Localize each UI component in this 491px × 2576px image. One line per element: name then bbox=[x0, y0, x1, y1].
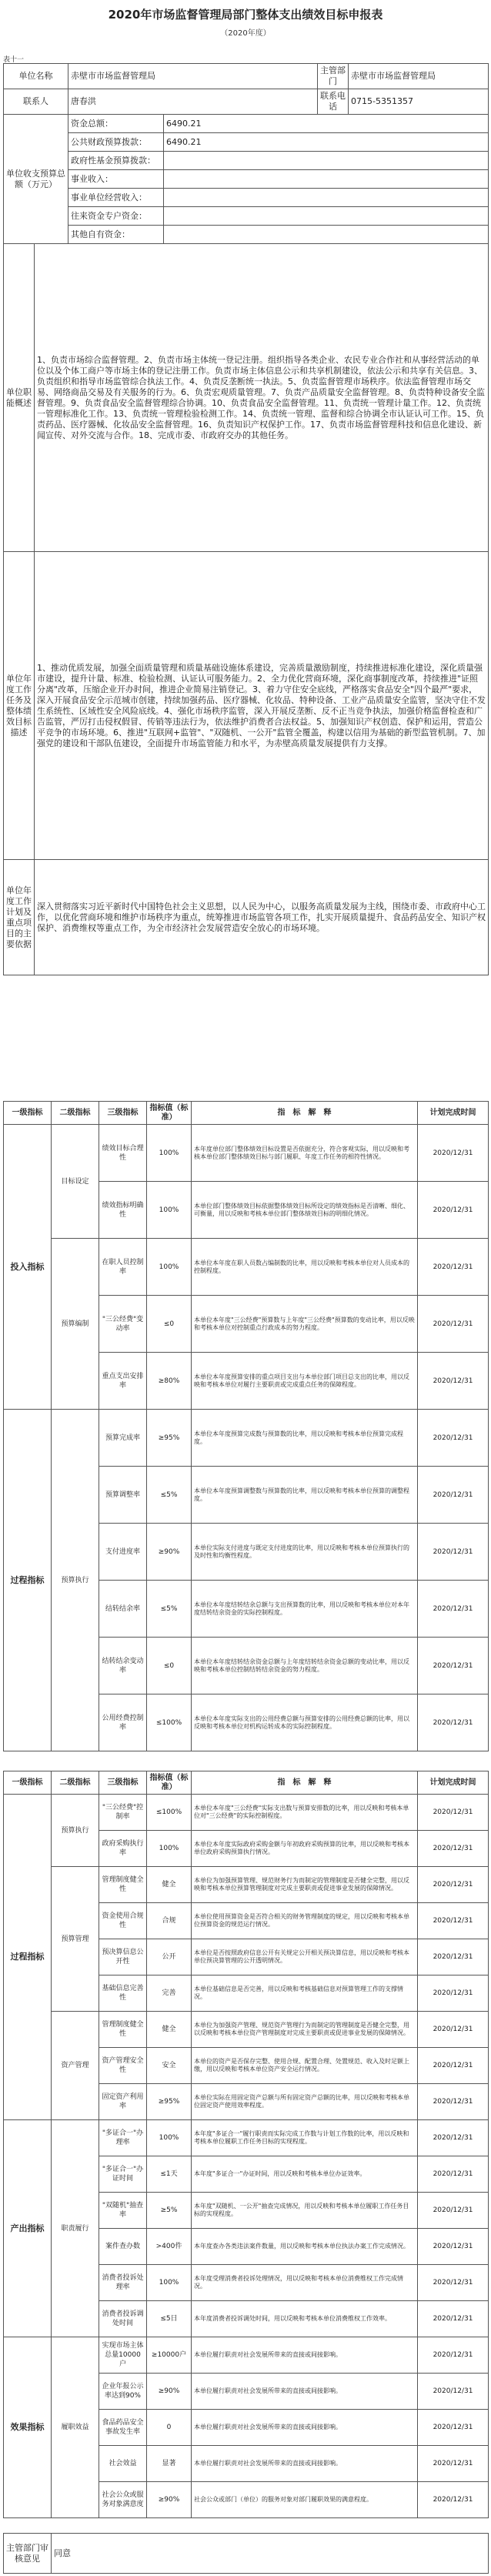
indicator-row bbox=[4, 1239, 489, 1296]
indicator-explanation: 本单位本年度结转结余资金总额与上年度结转结余资金总额的变动比率，用以反映和考核本单位控制结转结余资金的努力程度。 bbox=[192, 1638, 418, 1694]
level2-indicator: 职责履行 bbox=[52, 2120, 99, 2337]
budget-row-label: 其他自有资金： bbox=[68, 226, 164, 244]
goal-text: 1、推动优质发展，加强全面质量管理和质量基础设施体系建设，完善质量激励制度，持续推进标准化建设，深化质量强市建设，提升计量、标准、检验检测、认证认可服务能力。2、全力优化营商环境，深化商事制度改革，持续推进"证照分离"改革，压缩企业开办时间，推进企业简易注销登记。3、着力守住安全底线，严格落实食品安全"四个最严"要求，深入开展食品安全示范城市创建，持续加强药品、医疗器械、化妆品、特种设备、工业产品质量安全监管，坚决守住不发生系统性、区域性安全风险底线。4、强化市场秩序监管，深入开展反垄断、反不正当竞争执法，加强价格监督检查和广告监管，严厉打击侵权假冒、传销等违法行为，依法维护消费者合法权益。5、加强知识产权创造、保护和运用，营造公平竞争的市场环境。6、推进"互联网+监管"、"双随机、一公开"监管全覆盖，构建以信用为基础的新型监管机制。7、加强党的建设和干部队伍建设，全面提升市场监管能力和水平，为赤壁高质量发展提供有力支撑。 bbox=[35, 552, 489, 860]
indicator-row bbox=[4, 1410, 489, 1467]
duty-text: 1、负责市场综合监督管理。2、负责市场主体统一登记注册。组织指导各类企业、农民专业合作社和从事经营活动的单位以及个体工商户等市场主体的登记注册工作。负责市场主体信息公示和共享机制建设，依法公示和共享有关信息。3、负责组织和指导市场监管综合执法工作。4、负责反垄断统一执法。5、负责监督管理市场秩序。依法监督管理市场交易、网络商品交易及有关服务的行为。6、负责宏观质量管理。7、负责产品质量安全监督管理。8、负责特种设备安全监督管理。9、负责食品安全监督管理综合协调。10、负责食品安全监督管理。11、负责统一管理计量工作。12、负责统一管理标准化工作。13、负责统一管理检验检测工作。14、负责统一管理、监督和综合协调全市认证认可工作。15、负责药品、医疗器械、化妆品安全监督管理。16、负责知识产权保护工作。17、负责市场监督管理科技和信息化建设、新闻宣传、对外交流与合作。18、完成市委、市政府交办的其他任务。 bbox=[35, 244, 489, 552]
target-value: ≥80% bbox=[147, 1353, 192, 1410]
level3-indicator: 资金使用合规性 bbox=[99, 1903, 147, 1939]
header-lvl3: 三级指标 bbox=[99, 1771, 147, 1795]
header-deadline: 计划完成时间 bbox=[418, 1102, 489, 1125]
indicator-explanation: 本单位本年度实际政府采购金额与年初政府采购预算的比率，用以反映和考核本单位政府采购预算执行情况。 bbox=[192, 1831, 418, 1867]
target-value: 100% bbox=[147, 1125, 192, 1182]
indicator-table-2 bbox=[3, 1771, 489, 2518]
indicator-explanation: 本年度"多证合一"办证时间，用以反映和考核本单位办证效率。 bbox=[192, 2156, 418, 2193]
level2-indicator: 履职效益 bbox=[52, 2337, 99, 2518]
header-lvl2: 二级指标 bbox=[52, 1102, 99, 1125]
budget-label: 单位收支预算总额（万元） bbox=[4, 115, 68, 244]
level3-indicator: "多证合一"办证时间 bbox=[99, 2156, 147, 2193]
level3-indicator: 预算完成率 bbox=[99, 1410, 147, 1467]
planned-completion-date: 2020/12/31 bbox=[418, 1795, 489, 1831]
target-value: ≥95% bbox=[147, 2084, 192, 2120]
level3-indicator: 重点支出安排率 bbox=[99, 1353, 147, 1410]
planned-completion-date: 2020/12/31 bbox=[418, 2156, 489, 2193]
target-value: 安全 bbox=[147, 2048, 192, 2084]
indicator-explanation: 本单位本年度在职人员数占编制数的比率，用以反映和考核本单位对人员成本的控制程度。 bbox=[192, 1239, 418, 1296]
indicator-explanation: 本单位履行职责对社会发展所带来的直接或间接影响。 bbox=[192, 2410, 418, 2446]
planned-completion-date: 2020/12/31 bbox=[418, 1831, 489, 1867]
indicator-explanation: 本年度受理消费者投诉处理情况，用以反映和考核本单位消费维权工作完成情况。 bbox=[192, 2265, 418, 2301]
level2-indicator: 预算编制 bbox=[52, 1239, 99, 1410]
level1-indicator: 产出指标 bbox=[4, 2120, 52, 2337]
level3-indicator: 在职人员控制率 bbox=[99, 1239, 147, 1296]
level3-indicator: 资产管理安全性 bbox=[99, 2048, 147, 2084]
header-target: 指标值（标准） bbox=[147, 1771, 192, 1795]
indicator-explanation: 本单位实际在用固定资产总额与所有固定资产总额的比率，用以反映和考核本单位固定资产使用效率程度。 bbox=[192, 2084, 418, 2120]
contact-label: 联系人 bbox=[4, 89, 68, 115]
budget-row-value: 6490.21 bbox=[164, 115, 489, 133]
planned-completion-date: 2020/12/31 bbox=[418, 1467, 489, 1524]
planned-completion-date: 2020/12/31 bbox=[418, 2374, 489, 2410]
level3-indicator: 基础信息完善性 bbox=[99, 1975, 147, 2012]
level3-indicator: 食品药品安全事故发生率 bbox=[99, 2410, 147, 2446]
target-value: ≤100% bbox=[147, 1694, 192, 1751]
planned-completion-date: 2020/12/31 bbox=[418, 1903, 489, 1939]
level3-indicator: 企业年报公示率达到90% bbox=[99, 2374, 147, 2410]
indicator-explanation: 本单位是否按照政府信息公开有关规定公开相关预决算信息，用以反映和考核本单位预决算管理的公开透明情况。 bbox=[192, 1939, 418, 1975]
indicator-explanation: 本年度消费者投诉调处时间，用以反映和考核本单位消费维权工作效率。 bbox=[192, 2301, 418, 2337]
planned-completion-date: 2020/12/31 bbox=[418, 2265, 489, 2301]
dept-value: 赤壁市市场监督管理局 bbox=[349, 64, 489, 89]
indicator-row bbox=[4, 1867, 489, 1903]
planned-completion-date: 2020/12/31 bbox=[418, 2446, 489, 2482]
planned-completion-date: 2020/12/31 bbox=[418, 1694, 489, 1751]
level3-indicator: 绩效指标明确性 bbox=[99, 1182, 147, 1239]
indicator-row bbox=[4, 2120, 489, 2156]
level1-indicator: 效果指标 bbox=[4, 2337, 52, 2518]
indicator-explanation: 本单位本年度预算完成数与预算数的比率，用以反映和考核本单位预算完成程度。 bbox=[192, 1410, 418, 1467]
indicator-explanation: 本单位为加强预算管理、规范财务行为而制定的管理制度是否健全完整，用以反映和考核本单位预算管理制度对完成主要职责或促进事业发展的保障情况。 bbox=[192, 1867, 418, 1903]
level3-indicator: "三公经费"变动率 bbox=[99, 1296, 147, 1353]
target-value: 100% bbox=[147, 1239, 192, 1296]
table-number: 表十一 bbox=[3, 56, 25, 64]
target-value: ≤5% bbox=[147, 1467, 192, 1524]
planned-completion-date: 2020/12/31 bbox=[418, 2301, 489, 2337]
level3-indicator: 管理制度健全性 bbox=[99, 2012, 147, 2048]
indicator-explanation: 本单位实际支付进度与既定支付进度的比率，用以反映和考核本单位预算执行的及时性和均衡性程度。 bbox=[192, 1524, 418, 1581]
indicator-explanation: 本单位本年度实际支出的公用经费总额与预算安排的公用经费总额的比率，用以反映和考核本单位对机构运转成本的实际控制程度。 bbox=[192, 1694, 418, 1751]
planned-completion-date: 2020/12/31 bbox=[418, 1867, 489, 1903]
indicator-row bbox=[4, 2012, 489, 2048]
planned-completion-date: 2020/12/31 bbox=[418, 1638, 489, 1694]
indicator-header-row bbox=[4, 1102, 489, 1125]
header-lvl3: 三级指标 bbox=[99, 1102, 147, 1125]
target-value: ≥90% bbox=[147, 1524, 192, 1581]
planned-completion-date: 2020/12/31 bbox=[418, 2193, 489, 2229]
indicator-explanation: 本单位履行职责对社会发展所带来的直接或间接影响。 bbox=[192, 2446, 418, 2482]
target-value: 100% bbox=[147, 2265, 192, 2301]
target-value: ≥10000户 bbox=[147, 2337, 192, 2374]
level3-indicator: 支付进度率 bbox=[99, 1524, 147, 1581]
planned-completion-date: 2020/12/31 bbox=[418, 1296, 489, 1353]
level2-indicator: 预算执行 bbox=[52, 1410, 99, 1751]
planned-completion-date: 2020/12/31 bbox=[418, 1182, 489, 1239]
indicator-explanation: 本年度"多证合一"履行职责而实际完成工作数与计划工作数的比率，用以反映和考核本单位履职工作任务目标的实现程度。 bbox=[192, 2120, 418, 2156]
planned-completion-date: 2020/12/31 bbox=[418, 1239, 489, 1296]
target-value: 100% bbox=[147, 2120, 192, 2156]
indicator-explanation: 本单位部门整体绩效目标依据整体绩效目标所设定的绩效指标是否清晰、细化、可衡量，用以反映和考核本单位部门整体绩效目标的明细化情况。 bbox=[192, 1182, 418, 1239]
level3-indicator: 结转结余率 bbox=[99, 1581, 147, 1638]
page-title: 2020年市场监督管理局部门整体支出绩效目标申报表 bbox=[108, 8, 383, 22]
indicator-explanation: 本年度"双随机、一公开"抽查完成情况，用以反映和考核本单位履职工作任务目标的实现程度。 bbox=[192, 2193, 418, 2229]
planned-completion-date: 2020/12/31 bbox=[418, 2410, 489, 2446]
level1-indicator: 过程指标 bbox=[4, 1410, 52, 1751]
level3-indicator: 公用经费控制率 bbox=[99, 1694, 147, 1751]
planned-completion-date: 2020/12/31 bbox=[418, 2120, 489, 2156]
planned-completion-date: 2020/12/31 bbox=[418, 2229, 489, 2265]
target-value: 合规 bbox=[147, 1903, 192, 1939]
indicator-explanation: 本单位为加强资产管理、规范资产管理行为而制定的管理制度是否健全完整，用以反映和考核本单位资产管理制度对完成主要职责或促进事业发展的保障情况。 bbox=[192, 2012, 418, 2048]
plan-label: 单位年度工作计划及重点项目的主要依据 bbox=[4, 860, 35, 975]
header-lvl2: 二级指标 bbox=[52, 1771, 99, 1795]
header-lvl1: 一级指标 bbox=[4, 1771, 52, 1795]
level3-indicator: 案件查办数 bbox=[99, 2229, 147, 2265]
planned-completion-date: 2020/12/31 bbox=[418, 2048, 489, 2084]
target-value: ≥5% bbox=[147, 2193, 192, 2229]
budget-row-value bbox=[164, 226, 489, 244]
level3-indicator: 预算调整率 bbox=[99, 1467, 147, 1524]
duty-label: 单位职能概述 bbox=[4, 244, 35, 552]
target-value: ≥90% bbox=[147, 2482, 192, 2518]
planned-completion-date: 2020/12/31 bbox=[418, 2482, 489, 2518]
target-value: ≤0 bbox=[147, 1638, 192, 1694]
target-value: >400件 bbox=[147, 2229, 192, 2265]
indicator-row bbox=[4, 1125, 489, 1182]
indicator-table-1 bbox=[3, 1101, 489, 1751]
budget-row-label: 往来资金专户资金： bbox=[68, 207, 164, 226]
budget-row-label: 事业单位经营收入： bbox=[68, 189, 164, 207]
header-target: 指标值（标准） bbox=[147, 1102, 192, 1125]
budget-row-value bbox=[164, 189, 489, 207]
dept-label: 主管部门 bbox=[318, 64, 349, 89]
planned-completion-date: 2020/12/31 bbox=[418, 2337, 489, 2374]
budget-row-value bbox=[164, 170, 489, 189]
indicator-header-row bbox=[4, 1771, 489, 1795]
indicator-explanation: 本单位本年度"三公经费"预算数与上年度"三公经费"预算数的变动比率，用以反映和考核本单位对控制重点行政成本的努力程度。 bbox=[192, 1296, 418, 1353]
phone-label: 联系电话 bbox=[318, 89, 349, 115]
budget-row-value bbox=[164, 152, 489, 170]
level3-indicator: "三公经费"控制率 bbox=[99, 1795, 147, 1831]
review-label: 主管部门审核意见 bbox=[4, 2534, 52, 2574]
budget-row-label: 公共财政预算拨款： bbox=[68, 133, 164, 152]
level3-indicator: 消费者投诉调处时间 bbox=[99, 2301, 147, 2337]
indicator-explanation: 本单位履行职责对社会发展所带来的直接或间接影响。 bbox=[192, 2337, 418, 2374]
target-value: 完善 bbox=[147, 1975, 192, 2012]
level3-indicator: 消费者投诉处理率 bbox=[99, 2265, 147, 2301]
target-value: ≤100% bbox=[147, 1795, 192, 1831]
level3-indicator: 预决算信息公开性 bbox=[99, 1939, 147, 1975]
level3-indicator: "多证合一"办理率 bbox=[99, 2120, 147, 2156]
planned-completion-date: 2020/12/31 bbox=[418, 1581, 489, 1638]
planned-completion-date: 2020/12/31 bbox=[418, 1939, 489, 1975]
header-explain: 指 标 解 释 bbox=[192, 1102, 418, 1125]
indicator-explanation: 本单位使用预算资金是否符合相关的财务管理制度的规定，用以反映和考核本单位预算资金的规范运行情况。 bbox=[192, 1903, 418, 1939]
indicator-explanation: 本单位本年度结转结余总额与支出预算数的比率，用以反映和考核本单位对本年度结转结余资金的实际控制程度。 bbox=[192, 1581, 418, 1638]
phone-value: 0715-5351357 bbox=[349, 89, 489, 115]
header-lvl1: 一级指标 bbox=[4, 1102, 52, 1125]
target-value: 100% bbox=[147, 1831, 192, 1867]
level3-indicator: 绩效目标合理性 bbox=[99, 1125, 147, 1182]
footer-table bbox=[3, 2533, 489, 2574]
planned-completion-date: 2020/12/31 bbox=[418, 1125, 489, 1182]
indicator-explanation: 本单位履行职责对社会发展所带来的直接或间接影响。 bbox=[192, 2374, 418, 2410]
review-value: 同意 bbox=[52, 2534, 489, 2574]
level3-indicator: 社会效益 bbox=[99, 2446, 147, 2482]
target-value: 健全 bbox=[147, 2012, 192, 2048]
planned-completion-date: 2020/12/31 bbox=[418, 2084, 489, 2120]
level3-indicator: 固定资产利用率 bbox=[99, 2084, 147, 2120]
level2-indicator: 预算执行 bbox=[52, 1795, 99, 1867]
planned-completion-date: 2020/12/31 bbox=[418, 2012, 489, 2048]
main-table bbox=[3, 63, 489, 975]
level3-indicator: 政府采购执行率 bbox=[99, 1831, 147, 1867]
planned-completion-date: 2020/12/31 bbox=[418, 1353, 489, 1410]
indicator-explanation: 本年度单位部门整体绩效目标设置是否依据充分，符合客观实际，用以反映和考核本单位部门整体绩效目标与部门履职、年度工作任务的相符性情况。 bbox=[192, 1125, 418, 1182]
target-value: 公开 bbox=[147, 1939, 192, 1975]
budget-row-label: 资金总额： bbox=[68, 115, 164, 133]
budget-row-label: 事业收入： bbox=[68, 170, 164, 189]
planned-completion-date: 2020/12/31 bbox=[418, 1410, 489, 1467]
indicator-explanation: 本单位本年度预算安排的重点项目支出与本单位部门项目总支出的比率，用以反映和考核本单位对履行主要职责或完成重点任务的保障程度。 bbox=[192, 1353, 418, 1410]
budget-row-value bbox=[164, 207, 489, 226]
budget-row-label: 政府性基金预算拨款： bbox=[68, 152, 164, 170]
target-value: ≥90% bbox=[147, 2374, 192, 2410]
plan-text: 深入贯彻落实习近平新时代中国特色社会主义思想，以人民为中心，以服务高质量发展为主线，围绕市委、市政府中心工作，以优化营商环境和维护市场秩序为重点，统筹推进市场监管各项工作，扎实开展质量提升、食品药品安全、知识产权保护、消费维权等重点工作，为全市经济社会发展营造安全放心的市场环境。 bbox=[35, 860, 489, 975]
target-value: ≤0 bbox=[147, 1296, 192, 1353]
target-value: ≤1天 bbox=[147, 2156, 192, 2193]
level3-indicator: "双随机"抽查率 bbox=[99, 2193, 147, 2229]
level3-indicator: 结转结余变动率 bbox=[99, 1638, 147, 1694]
header-deadline: 计划完成时间 bbox=[418, 1771, 489, 1795]
level3-indicator: 实现市场主体总量10000户 bbox=[99, 2337, 147, 2374]
planned-completion-date: 2020/12/31 bbox=[418, 1524, 489, 1581]
goal-label: 单位年度工作任务及整体绩效目标描述 bbox=[4, 552, 35, 860]
target-value: 100% bbox=[147, 1182, 192, 1239]
level3-indicator: 社会公众或服务对象满意度 bbox=[99, 2482, 147, 2518]
target-value: 显著 bbox=[147, 2446, 192, 2482]
planned-completion-date: 2020/12/31 bbox=[418, 1975, 489, 2012]
indicator-explanation: 本单位本年度预算调整数与预算数的比率，用以反映和考核本单位预算的调整程度。 bbox=[192, 1467, 418, 1524]
contact-value: 唐春洪 bbox=[68, 89, 318, 115]
page-subtitle: （2020年度） bbox=[220, 29, 271, 38]
budget-row-value: 6490.21 bbox=[164, 133, 489, 152]
level1-indicator: 过程指标 bbox=[4, 1795, 52, 2120]
indicator-explanation: 本单位的资产是否保存完整、使用合规、配置合理、处置规范、收入及时足额上缴，用以反映和考核本单位资产安全运行情况。 bbox=[192, 2048, 418, 2084]
indicator-explanation: 社会公众或部门（单位）的服务对象对部门履职效果的满意程度。 bbox=[192, 2482, 418, 2518]
target-value: ≤5日 bbox=[147, 2301, 192, 2337]
level2-indicator: 预算管理 bbox=[52, 1867, 99, 2012]
target-value: ≥95% bbox=[147, 1410, 192, 1467]
indicator-explanation: 本单位本年度"三公经费"实际支出数与预算安排数的比率，用以反映和考核本单位对"三公经费"的实际控制程度。 bbox=[192, 1795, 418, 1831]
level1-indicator: 投入指标 bbox=[4, 1125, 52, 1410]
target-value: 0 bbox=[147, 2410, 192, 2446]
indicator-explanation: 本年度查办各类违法案件数量，用以反映和考核本单位执法办案工作完成情况。 bbox=[192, 2229, 418, 2265]
unit-name-value: 赤壁市市场监督管理局 bbox=[68, 64, 318, 89]
level3-indicator: 管理制度健全性 bbox=[99, 1867, 147, 1903]
indicator-row bbox=[4, 2337, 489, 2374]
indicator-row bbox=[4, 1795, 489, 1831]
level2-indicator: 目标设定 bbox=[52, 1125, 99, 1239]
unit-name-label: 单位名称 bbox=[4, 64, 68, 89]
target-value: ≤5% bbox=[147, 1581, 192, 1638]
indicator-explanation: 本单位基础信息是否完善，用以反映和考核基础信息对预算管理工作的支撑情况。 bbox=[192, 1975, 418, 2012]
level2-indicator: 资产管理 bbox=[52, 2012, 99, 2120]
header-explain: 指 标 解 释 bbox=[192, 1771, 418, 1795]
target-value: 健全 bbox=[147, 1867, 192, 1903]
